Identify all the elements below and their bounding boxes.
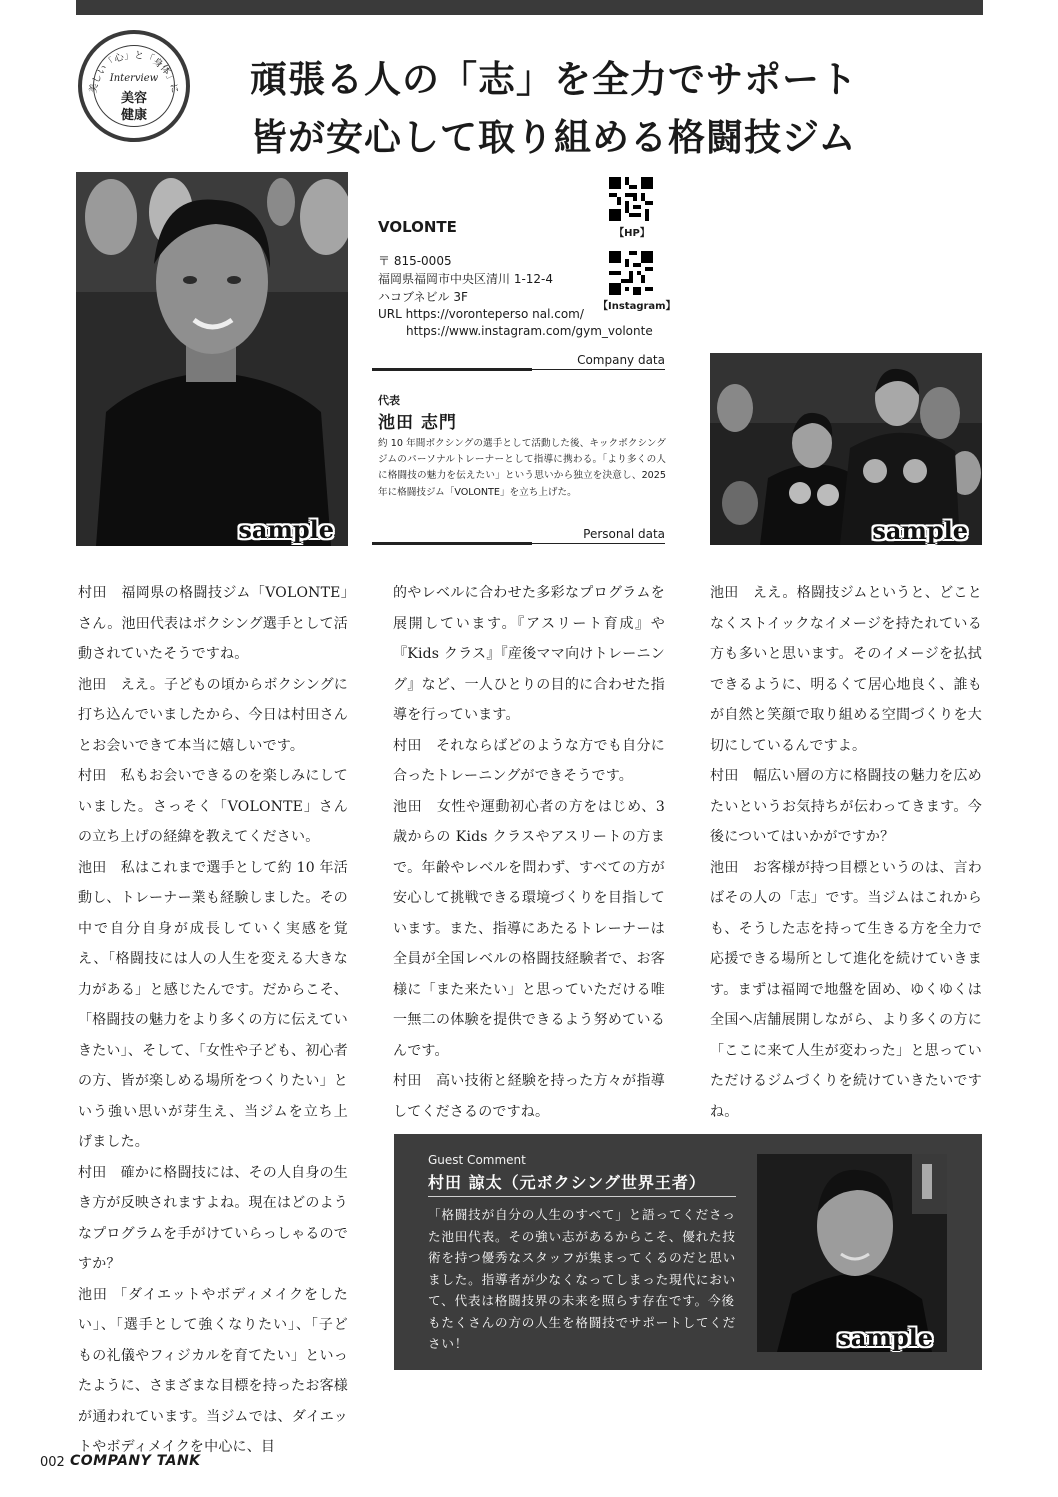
paragraph: 池田 「ダイエットやボディメイクをしたい」、「選手として強くなりたい」、「子どもの礼儀やフィジカルを育てたい」といったように、さまざまな目標を持ったお客様が通われています。当ジムでは、ダイエットやボディメイクを中心に、目 — [78, 1286, 348, 1455]
representative-name: 池田 志門 — [378, 413, 457, 433]
svg-text:美しい「心」と「身体」に: 美しい「心」と「身体」に — [87, 49, 181, 95]
qr-code-hp-icon[interactable] — [609, 177, 653, 221]
paragraph: 村田 確かに格闘技には、その人自身の生き方が反映されますよね。現在はどのようなプログラムを手がけていらっしゃるのですか？ — [78, 1164, 348, 1272]
paragraph: 村田 高い技術と経験を持った方々が指導してくださるのですね。 — [393, 1073, 665, 1120]
page-number: 002 — [40, 1455, 65, 1470]
brand-logo: COMPANY TANK — [70, 1453, 201, 1469]
badge-label: Interview — [109, 73, 159, 84]
company-postal-code: 〒 815-0005 — [378, 254, 452, 268]
guest-photo — [757, 1154, 947, 1352]
portrait-photo — [76, 172, 348, 546]
paragraph: 池田 お客様が持つ目標というのは、言わばその人の「志」です。当ジムはこれからも、そうした志を持って生きる方を全力で応援できる場所として進化を続けていきます。まずは福岡で地盤を固め、ゆくゆくは全国へ店舗展開しながら、より多くの方に「ここに来て人生が変わった」と思っていただけるジムづくりを続けていきたいですね。 — [710, 859, 982, 1120]
badge-inner-ring — [93, 45, 175, 127]
badge-category-2: 健康 — [120, 108, 147, 123]
sample-watermark: sample — [238, 515, 334, 544]
paragraph: 的やレベルに合わせた多彩なプログラムを展開しています。『アスリート育成』や『Kids クラス』『産後ママ向けトレーニング』など、一人ひとりの目的に合わせた指導を行っています。 — [393, 585, 665, 723]
sample-watermark: sample — [837, 1323, 933, 1352]
top-bar — [76, 0, 983, 15]
company-name: VOLONTE — [378, 218, 457, 236]
headline-line-2: 皆が安心して取り組める格闘技ジム — [250, 115, 857, 159]
personal-data-label: Personal data — [583, 527, 665, 541]
interview-badge — [78, 30, 190, 142]
paragraph: 村田 福岡県の格闘技ジム「VOLONTE」さん。池田代表はボクシング選手として活動されていたそうですね。 — [78, 585, 349, 662]
interview-column-2 — [393, 578, 665, 1127]
representative-role: 代表 — [378, 394, 400, 407]
guest-divider — [428, 1196, 736, 1197]
guest-comment-label: Guest Comment — [428, 1153, 526, 1167]
paragraph: 池田 ええ。子どもの頃からボクシングに打ち込んでいましたから、今日は村田さんとお会いできて本当に嬉しいです。 — [78, 676, 349, 754]
qr-instagram-label: 【Instagram】 — [598, 301, 676, 312]
personal-data-rule-accent — [372, 542, 532, 545]
company-address-line-1: 福岡県福岡市中央区清川 1-12-4 — [378, 272, 554, 286]
qr-hp-label: 【HP】 — [614, 228, 650, 239]
paragraph: 村田 幅広い層の方に格闘技の魅力を広めたいというお気持ちが伝わってきます。今後についてはいかがですか？ — [710, 768, 982, 845]
interview-column-3 — [710, 578, 982, 1127]
paragraph: 村田 私もお会いできるのを楽しみにしていました。さっそく「VOLONTE」さんの立ち上げの経緯を教えてください。 — [78, 768, 348, 845]
guest-comment-text: 「格闘技が自分の人生のすべて」と語ってくださった池田代表。その強い志があるからこそ、優れた技術を持つ優秀なスタッフが集まってくるのだと思いました。指導者が少なくなってしまった現代において、代表は格闘技界の未来を照らす存在です。今後もたくさんの方の人生を格闘技でサポートしてください！ — [428, 1207, 737, 1351]
paragraph: 池田 女性や運動初心者の方をはじめ、3 歳からの Kids クラスやアスリートの方まで。年齢やレベルを問わず、すべての方が安心して挑戦できる環境づくりを目指しています。また、指導にあたるトレーナーは全員が全国レベルの格闘技経験者で、お客様に「また来たい」と思っていただける唯一無二の体験を提供できるよう努めているんです。 — [393, 798, 665, 1059]
duo-photo — [710, 353, 982, 545]
company-url-website[interactable]: URL https://voronteperso nal.com/ — [378, 307, 584, 321]
paragraph: 池田 私はこれまで選手として約 10 年活動し、トレーナー業も経験しました。その中で自分自身が成長していく実感を覚え、「格闘技には人の人生を変える大きな力がある」と感じたんです。だからこそ、「格闘技の魅力をより多くの方に伝えていきたい」、そして、「女性や子ども、初心者の方、皆が楽しめる場所をつくりたい」という強い思いが芽生え、当ジムを立ち上げました。 — [78, 859, 348, 1150]
guest-name: 村田 諒太（元ボクシング世界王者） — [428, 1173, 706, 1192]
headline — [250, 50, 970, 166]
company-address-line-2: ハコブネビル 3F — [378, 290, 468, 304]
paragraph: 村田 それならばどのような方でも自分に合ったトレーニングができそうです。 — [393, 737, 665, 784]
paragraph: 池田 ええ。格闘技ジムというと、どことなくストイックなイメージを持たれている方も多いと思います。そのイメージを払拭できるように、明るくて居心地良く、誰もが自然と笑顔で取り組める空間づくりを大切にしているんですよ。 — [710, 585, 982, 754]
sample-watermark: sample — [872, 516, 968, 545]
company-data-rule-accent — [372, 368, 532, 371]
headline-line-1: 頑張る人の「志」を全力でサポート — [250, 57, 858, 101]
company-data-label: Company data — [577, 353, 665, 367]
company-url-instagram[interactable]: https://www.instagram.com/gym_volonte — [406, 324, 653, 338]
interview-column-1 — [78, 578, 348, 1463]
representative-bio: 約 10 年間ボクシングの選手として活動した後、キックボクシングジムのパーソナルトレーナーとして指導に携わる。「より多くの人に格闘技の魅力を伝えたい」という思いから独立を決意し、2025 年に格闘技ジム「VOLONTE」を立ち上げた。 — [378, 438, 666, 498]
qr-code-instagram-icon[interactable] — [609, 251, 653, 295]
badge-category-1: 美容 — [120, 91, 147, 106]
